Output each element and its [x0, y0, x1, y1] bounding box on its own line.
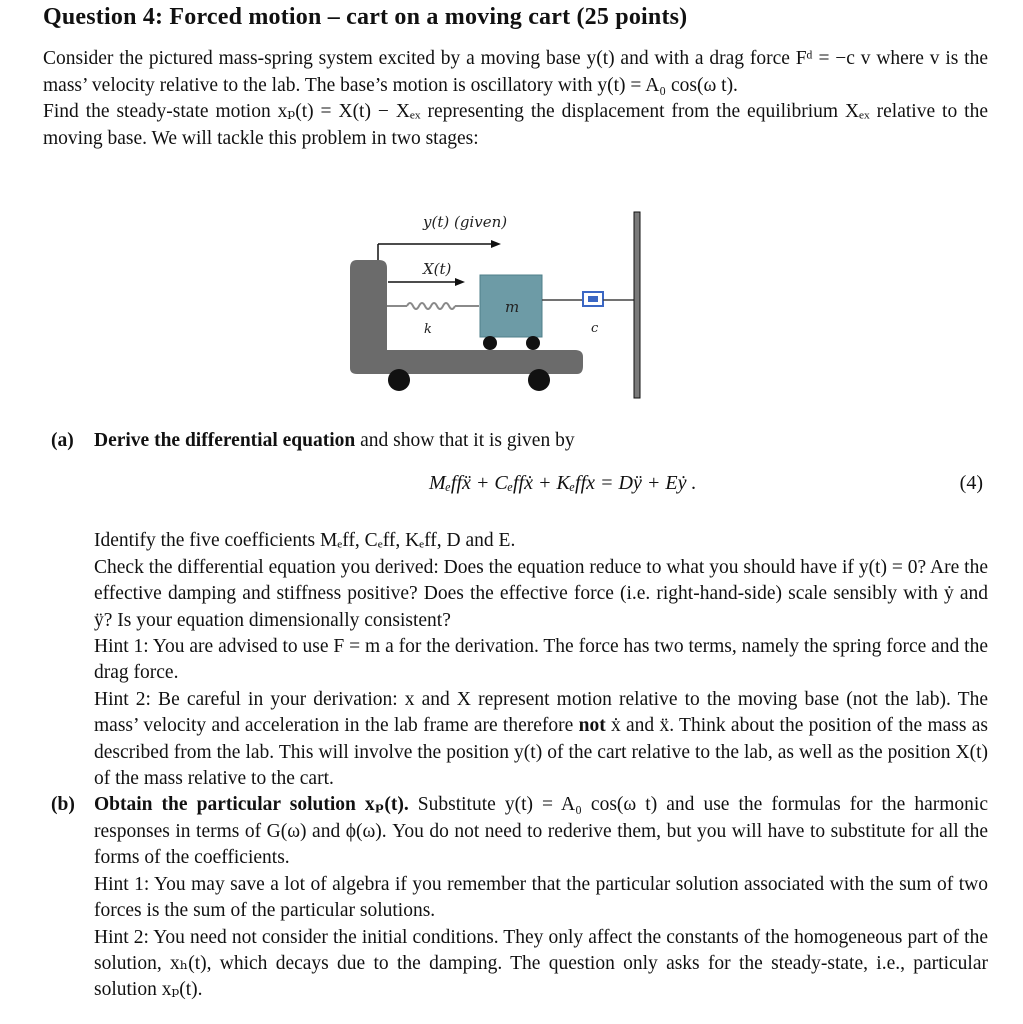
- part-a-hint-1: Hint 1: You are advised to use F = m a for the derivation. The force has two terms, namely the spring force and the drag force.: [94, 636, 988, 684]
- damper: [542, 292, 635, 306]
- part-a-hint-2-end: ẋ and ẍ. Think about the position of the mass as described from the lab. This will involve the position y(t) of the cart relative to the lab, as well as the position X(t) of the mass relative to the cart.: [94, 715, 988, 790]
- cart-wheel-left: [388, 369, 410, 391]
- X-arrow: [388, 278, 465, 286]
- part-b-hint-1: Hint 1: You may save a lot of algebra if you remember that the particular solution associated with the sum of two forces is the sum of the particular solutions.: [94, 873, 988, 922]
- intro-paragraph-2: Find the steady-state motion xₚ(t) = X(t) − Xₑₓ representing the displacement from the equilibrium Xₑₓ relative to the moving base. We will tackle this problem in two stages:: [43, 101, 988, 149]
- mass-spring-cart-figure: [345, 208, 665, 404]
- part-b-heading-rest: Substitute y(t) = A₀ cos(ω t) and use the formulas for the harmonic responses in terms of G(ω) and ϕ(ω). You do not need to rederive them, but you will have to substitute for all the forms of the coefficients.: [94, 794, 988, 869]
- wall: [634, 212, 640, 398]
- label-k: k: [424, 322, 432, 337]
- cart-base: [350, 260, 583, 374]
- intro-paragraph-1: Consider the pictured mass-spring system excited by a moving base y(t) and with a drag force Fᵈ = −c v where v is the mass’ velocity relative to the lab. The base’s motion is oscillatory with y(t) = A₀ cos(ω t).: [43, 48, 988, 96]
- part-a-label: (a): [51, 430, 74, 451]
- spring: [387, 303, 479, 309]
- equation: Mₑffẍ + Cₑffẋ + Kₑffx = Dÿ + Eẏ .: [429, 472, 697, 495]
- part-a-hint-2: [94, 687, 988, 793]
- part-a-paragraph-2: Check the differential equation you derived: Does the equation reduce to what you should have if y(t) = 0? Are the effective damping and stiffness positive? Does the effective force (i.e. right-hand-side) scale sensibly with ẏ and ÿ? Is your equation dimensionally consistent?: [94, 556, 988, 631]
- equation-number: (4): [959, 472, 983, 495]
- part-a: [43, 428, 988, 792]
- mass-wheel-right: [526, 336, 540, 350]
- y-arrow: [378, 240, 501, 262]
- part-b: [43, 792, 988, 1003]
- mass-wheel-left: [483, 336, 497, 350]
- part-a-heading-rest: and show that it is given by: [355, 430, 575, 451]
- part-b-intro: [94, 792, 988, 871]
- part-a-heading: Derive the differential equation: [94, 430, 356, 451]
- part-a-hint-2-start: Hint 2: Be careful in your derivation: x and X represent motion relative to the moving base (not the lab). The mass’ velocity and acceleration in the lab frame are therefore: [94, 688, 988, 737]
- equation-row: [94, 468, 988, 514]
- part-b-label: (b): [51, 794, 75, 816]
- figure-svg: [345, 208, 665, 404]
- label-m: m: [505, 298, 520, 316]
- question-title: Question 4: Forced motion – cart on a moving cart (25 points): [43, 4, 688, 30]
- part-a-intro: [94, 428, 988, 454]
- label-c: c: [591, 321, 599, 336]
- cart-wheel-right: [528, 369, 550, 391]
- part-a-paragraph-1: Identify the five coefficients Mₑff, Cₑff, Kₑff, D and E.: [94, 530, 516, 552]
- label-y-given: y(t) (given): [423, 213, 508, 231]
- part-b-heading: Obtain the particular solution xₚ(t).: [94, 794, 409, 816]
- question-intro: [43, 46, 988, 152]
- part-b-hint-2: Hint 2: You need not consider the initial conditions. They only affect the constants of the homogeneous part of the solution, xₕ(t), which decays due to the damping. The question only asks for the steady-state, i.e., particular solution xₚ(t).: [94, 926, 988, 1001]
- question-parts: [43, 428, 988, 1004]
- part-a-hint-2-bold: not: [578, 715, 606, 737]
- label-X: X(t): [423, 260, 452, 278]
